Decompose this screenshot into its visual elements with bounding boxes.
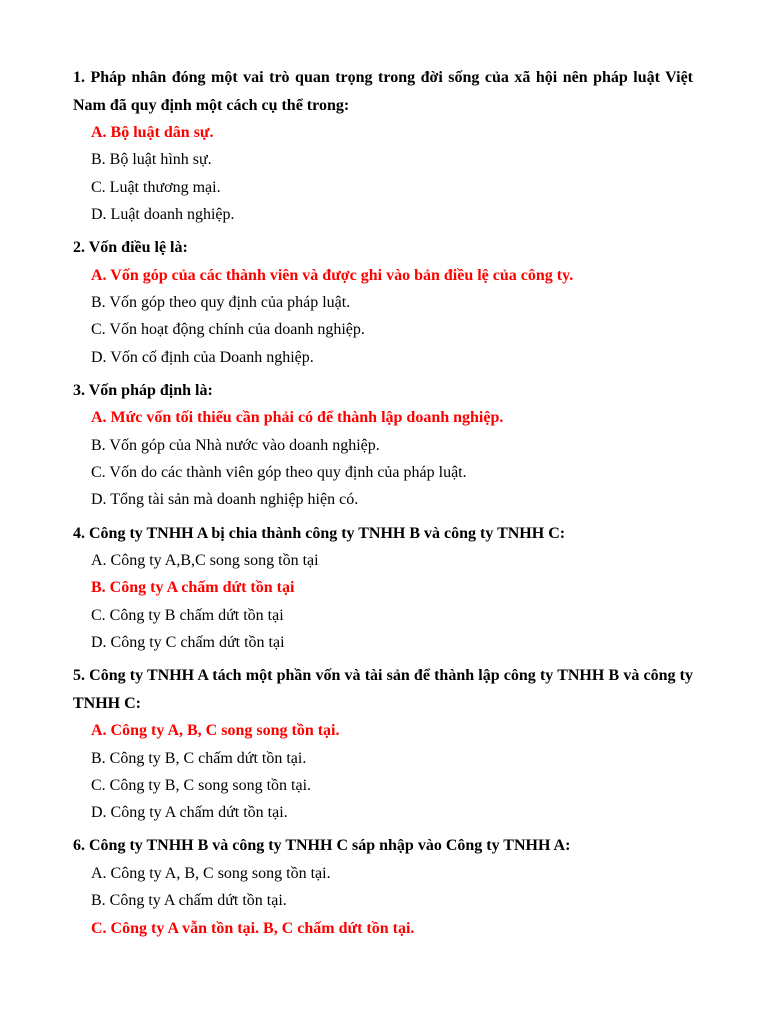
question-block xyxy=(73,64,693,228)
answer-option-correct: A. Vốn góp của các thành viên và được ghi vào bản điều lệ của công ty. xyxy=(91,266,574,284)
answer-option: C. Công ty B, C song song tồn tại. xyxy=(91,776,312,794)
question-block xyxy=(73,832,693,941)
question-block xyxy=(73,662,693,826)
answer-option: A. Công ty A, B, C song song tồn tại. xyxy=(91,864,331,882)
question-text: 2. Vốn điều lệ là: xyxy=(73,239,188,257)
answer-option: D. Công ty A chấm dứt tồn tại. xyxy=(91,804,288,822)
answer-option-correct: A. Công ty A, B, C song song tồn tại. xyxy=(91,722,340,740)
question-text: 6. Công ty TNHH B và công ty TNHH C sáp nhập vào Công ty TNHH A: xyxy=(73,837,571,855)
answer-option: C. Luật thương mại. xyxy=(91,178,221,196)
question-block xyxy=(73,234,693,371)
question-block xyxy=(73,377,693,514)
answer-option-correct: B. Công ty A chấm dứt tồn tại xyxy=(91,579,295,597)
answer-option-correct: A. Bộ luật dân sự. xyxy=(91,124,214,141)
answer-option: B. Vốn góp của Nhà nước vào doanh nghiệp. xyxy=(91,436,380,454)
answer-option: B. Công ty A chấm dứt tồn tại. xyxy=(91,892,287,910)
answer-option: D. Vốn cố định của Doanh nghiệp. xyxy=(91,348,314,366)
question-block xyxy=(73,520,693,657)
answer-option: B. Vốn góp theo quy định của pháp luật. xyxy=(91,293,351,311)
answer-option-correct: C. Công ty A vẫn tồn tại. B, C chấm dứt tồn tại. xyxy=(91,919,415,937)
answer-option: D. Luật doanh nghiệp. xyxy=(91,205,235,223)
question-text: 1. Pháp nhân đóng một vai trò quan trọng trong đời sống của xã hội nên pháp luật Việt Nam đã quy định một cách cụ thể trong: xyxy=(73,69,693,114)
question-text: 5. Công ty TNHH A tách một phần vốn và tài sản để thành lập công ty TNHH B và công ty TNHH C: xyxy=(73,667,693,712)
question-text: 4. Công ty TNHH A bị chia thành công ty TNHH B và công ty TNHH C: xyxy=(73,524,566,542)
answer-option: C. Công ty B chấm dứt tồn tại xyxy=(91,606,284,624)
answer-option: C. Vốn hoạt động chính của doanh nghiệp. xyxy=(91,321,365,339)
answer-option: B. Công ty B, C chấm dứt tồn tại. xyxy=(91,749,307,767)
answer-option: D. Tổng tài sản mà doanh nghiệp hiện có. xyxy=(91,491,359,509)
question-list xyxy=(73,64,693,942)
answer-option-correct: A. Mức vốn tối thiểu cần phải có để thành lập doanh nghiệp. xyxy=(91,409,504,427)
answer-option: A. Công ty A,B,C song song tồn tại xyxy=(91,552,319,570)
answer-option: D. Công ty C chấm dứt tồn tại xyxy=(91,633,285,651)
question-text: 3. Vốn pháp định là: xyxy=(73,381,213,399)
answer-option: B. Bộ luật hình sự. xyxy=(91,151,212,169)
answer-option: C. Vốn do các thành viên góp theo quy định của pháp luật. xyxy=(91,463,467,481)
